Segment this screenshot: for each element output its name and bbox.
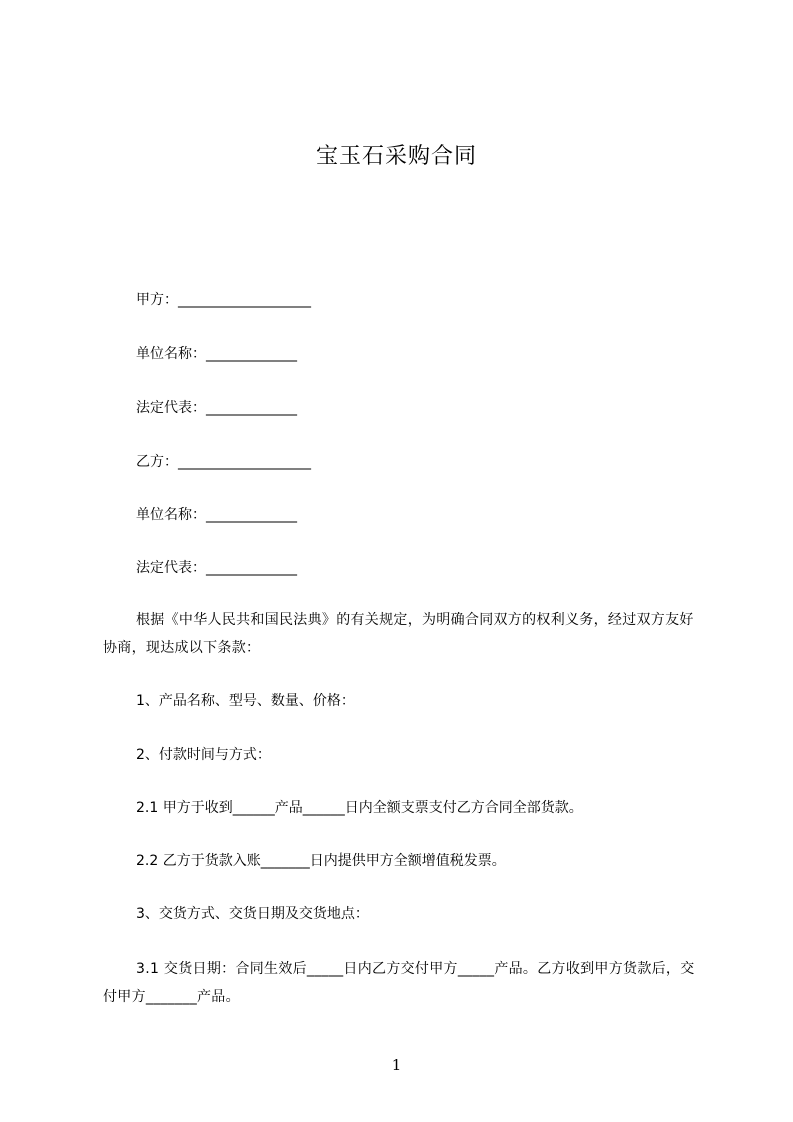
party-b-field: 乙方：___________________ (136, 454, 311, 470)
party-b-legal-rep-field: 法定代表：_____________ (136, 560, 297, 576)
clause-2-1: 2.1 甲方于收到______产品______日内全额支票支付乙方合同全部货款。 (136, 800, 583, 816)
clause-3: 3、交货方式、交货日期及交货地点： (136, 906, 369, 922)
page-number: 1 (391, 1056, 402, 1074)
clause-1: 1、产品名称、型号、数量、价格： (136, 693, 355, 709)
document-title: 宝玉石采购合同 (315, 144, 477, 169)
party-a-legal-rep-field: 法定代表：_____________ (136, 400, 297, 416)
clause-2-2: 2.2 乙方于货款入账_______日内提供甲方全额增值税发票。 (136, 853, 506, 869)
clause-2: 2、付款时间与方式： (136, 747, 271, 763)
clause-3-1: 3.1 交货日期：合同生效后_____日内乙方交付甲方_____产品。乙方收到甲方货款后，交付甲方_______产品。 (103, 961, 695, 1005)
party-a-unit-name-field: 单位名称：_____________ (136, 346, 297, 362)
intro-paragraph: 根据《中华人民共和国民法典》的有关规定，为明确合同双方的权利义务，经过双方友好协商，现达成以下条款： (103, 612, 694, 656)
party-b-unit-name-field: 单位名称：_____________ (136, 507, 297, 523)
party-a-field: 甲方：___________________ (136, 292, 311, 308)
